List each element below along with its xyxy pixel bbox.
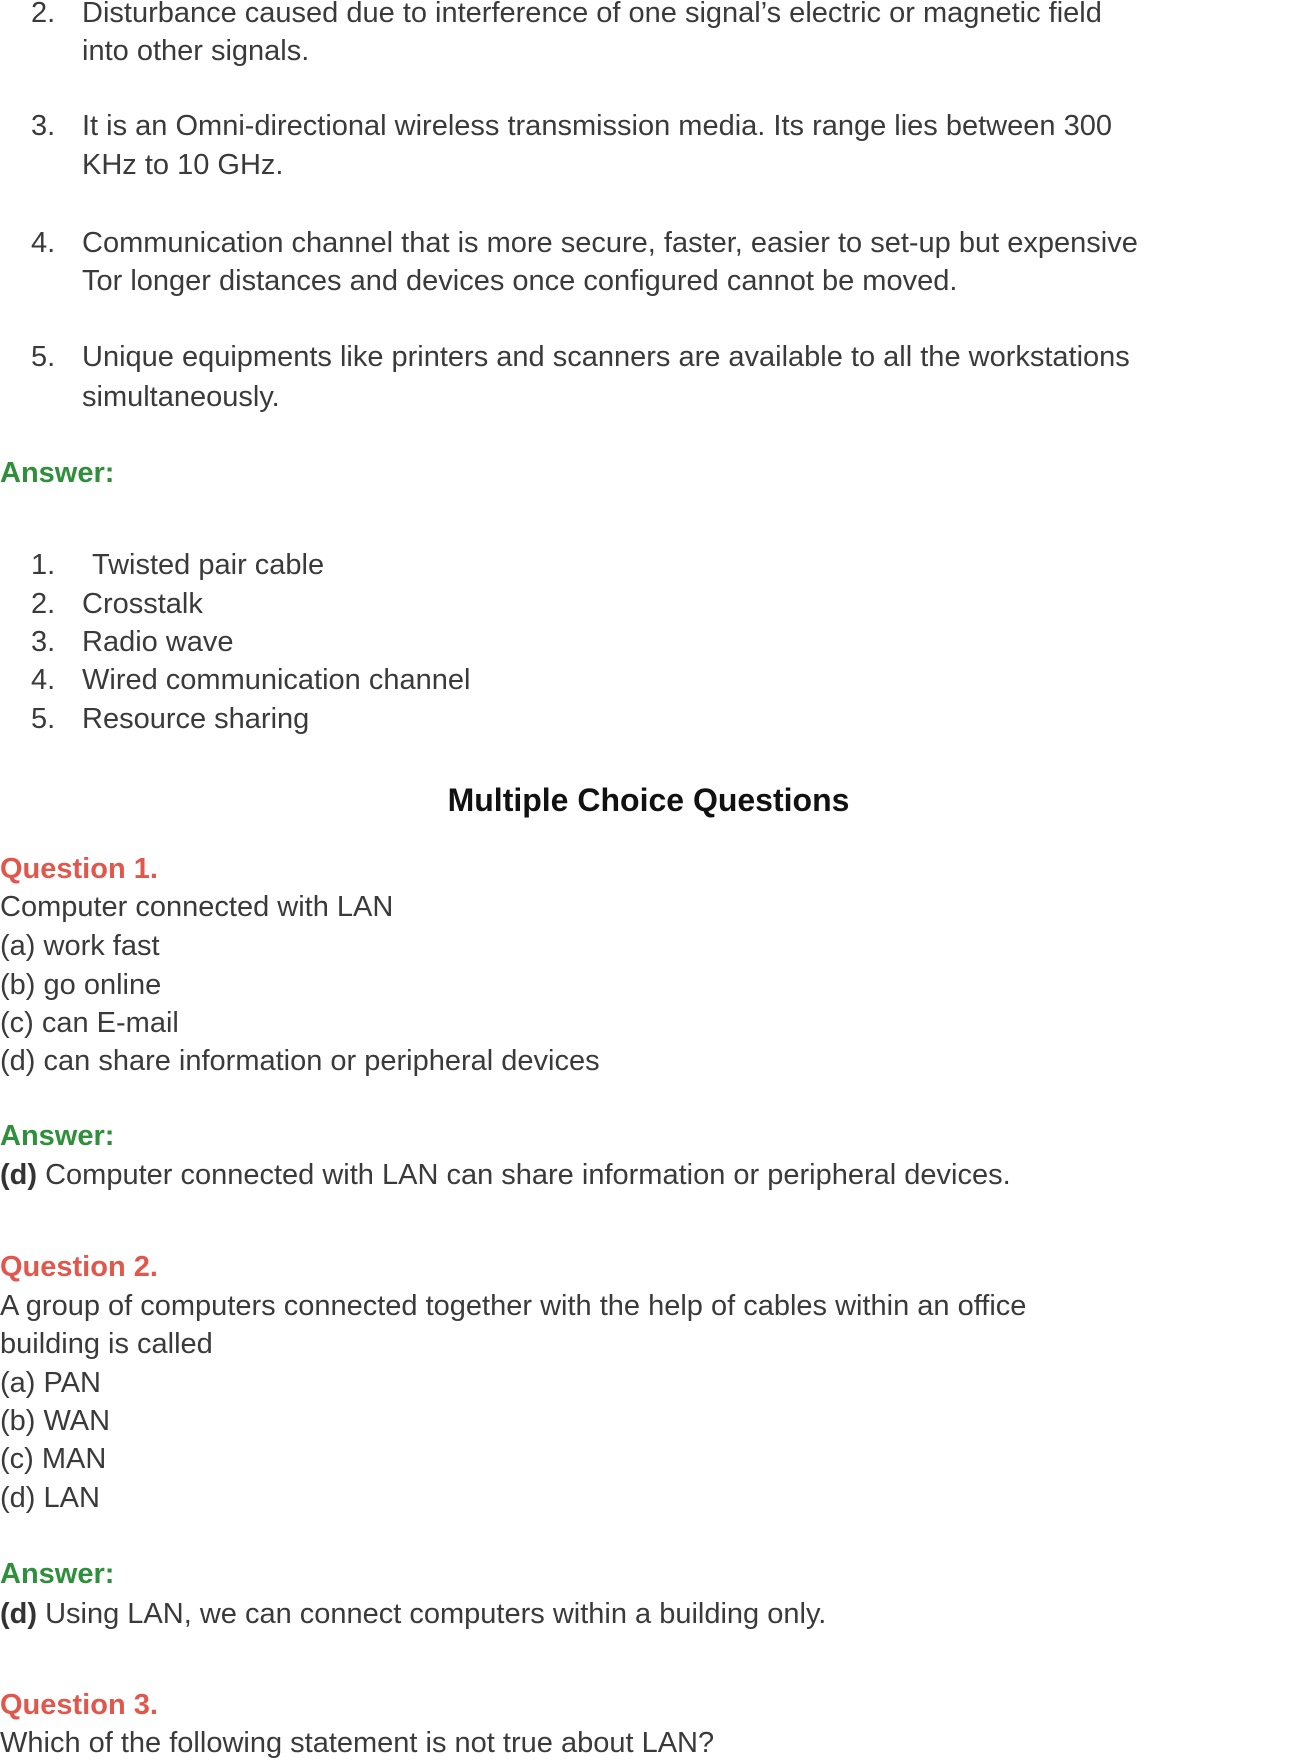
definition-line: Disturbance caused due to interference of one signal’s electric or magnetic field [82,0,1102,29]
answer-key: (d) [0,1159,38,1191]
question-label: Question 3. [0,1689,158,1721]
question-text: Which of the following statement is not true about LAN? [0,1727,715,1759]
answer-key: (d) [0,1598,38,1630]
option: (b) WAN [0,1405,111,1437]
answer-body: Computer connected with LAN can share information or peripheral devices. [37,1159,1011,1191]
answer-heading: Answer: [0,1558,115,1590]
item-number: 2. [31,0,56,29]
definition-line: Tor longer distances and devices once configured cannot be moved. [82,265,958,297]
item-number: 4. [31,664,56,696]
question-label: Question 2. [0,1251,158,1283]
option: (a) PAN [0,1367,101,1399]
definition-line: simultaneously. [82,381,280,413]
answer-body: Using LAN, we can connect computers within a building only. [37,1598,827,1630]
definition-line: Communication channel that is more secure, faster, easier to set-up but expensive [82,227,1138,259]
option: (c) can E-mail [0,1007,179,1039]
definition-line: into other signals. [82,35,310,67]
definition-line: It is an Omni-directional wireless transmission media. Its range lies between 300 [82,110,1112,142]
definition-line: Unique equipments like printers and scanners are available to all the workstations [82,341,1130,373]
answer-item: Wired communication channel [82,664,471,696]
answer-heading: Answer: [0,457,115,489]
item-number: 1. [31,549,56,581]
answer-item: Resource sharing [82,703,310,735]
section-heading: Multiple Choice Questions [447,782,850,818]
item-number: 3. [31,110,56,142]
question-text: A group of computers connected together with the help of cables within an office [0,1290,1027,1322]
question-label: Question 1. [0,853,158,885]
item-number: 5. [31,703,56,735]
answer-text [0,1596,826,1632]
option: (c) MAN [0,1443,107,1475]
answer-item: Twisted pair cable [92,549,325,581]
option: (d) LAN [0,1482,100,1514]
option: (a) work fast [0,930,160,962]
item-number: 5. [31,341,56,373]
answer-text [0,1157,1011,1193]
definition-line: KHz to 10 GHz. [82,149,284,181]
item-number: 2. [31,588,56,620]
item-number: 3. [31,626,56,658]
option: (b) go online [0,969,162,1001]
answer-item: Radio wave [82,626,234,658]
answer-item: Crosstalk [82,588,203,620]
question-text: building is called [0,1328,213,1360]
option: (d) can share information or peripheral devices [0,1045,600,1077]
question-text: Computer connected with LAN [0,891,394,923]
answer-heading: Answer: [0,1120,115,1152]
item-number: 4. [31,227,56,259]
